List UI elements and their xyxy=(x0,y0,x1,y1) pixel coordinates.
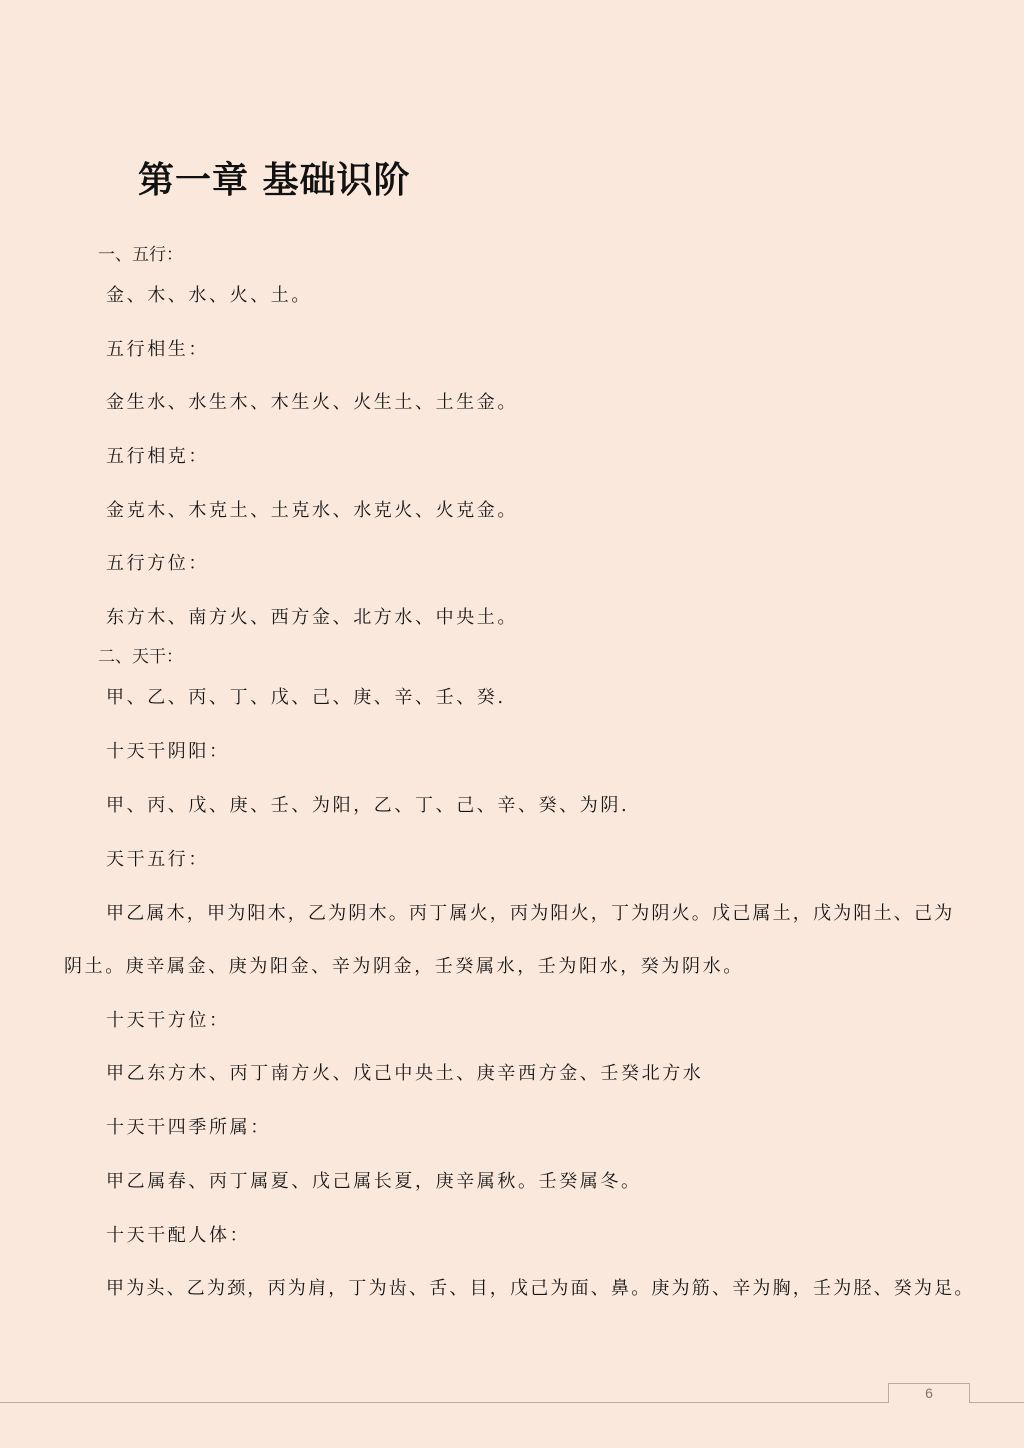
subheading-line: 十天干方位： xyxy=(106,1010,230,1031)
text-line: 甲乙属春、丙丁属夏、戊己属长夏，庚辛属秋。壬癸属冬。 xyxy=(106,1171,642,1192)
footer-divider xyxy=(0,1402,1024,1403)
text-line: 甲乙属木，甲为阳木，乙为阴木。丙丁属火，丙为阳火，丁为阴火。戊己属土，戊为阳土、己为 xyxy=(106,903,955,924)
text-line: 东方木、南方火、西方金、北方水、中央土。 xyxy=(106,607,518,628)
subheading-line: 天干五行： xyxy=(106,849,209,870)
text-line: 甲、乙、丙、丁、戊、己、庚、辛、壬、癸. xyxy=(106,687,506,708)
text-line: 金、木、水、火、土。 xyxy=(106,285,312,306)
subheading-line: 五行相克： xyxy=(106,446,209,467)
text-line: 甲乙东方木、丙丁南方火、戊己中央土、庚辛西方金、壬癸北方水 xyxy=(106,1063,704,1084)
subheading-line: 五行相生： xyxy=(106,339,209,360)
page-number: 6 xyxy=(888,1383,970,1403)
subheading-line: 十天干阴阳： xyxy=(106,741,230,762)
subheading-line: 十天干四季所属： xyxy=(106,1117,271,1138)
subheading-line: 五行方位： xyxy=(106,553,209,574)
text-line: 甲为头、乙为颈，丙为肩，丁为齿、舌、目，戊己为面、鼻。庚为筋、辛为胸，壬为胫、癸为足。 xyxy=(106,1278,975,1299)
text-line: 甲、丙、戊、庚、壬、为阳，乙、丁、己、辛、癸、为阴. xyxy=(106,795,630,816)
subheading-line: 十天干配人体： xyxy=(106,1225,251,1246)
section-heading-tiangan: 二、天干： xyxy=(98,647,183,667)
text-line: 金克木、木克土、土克水、水克火、火克金。 xyxy=(106,500,518,521)
chapter-title: 第一章 基础识阶 xyxy=(138,160,411,201)
text-line: 金生水、水生木、木生火、火生土、土生金。 xyxy=(106,392,518,413)
text-line: 阴土。庚辛属金、庚为阳金、辛为阴金，壬癸属水，壬为阳水，癸为阴水。 xyxy=(64,956,744,977)
section-heading-wuxing: 一、五行： xyxy=(98,245,183,265)
